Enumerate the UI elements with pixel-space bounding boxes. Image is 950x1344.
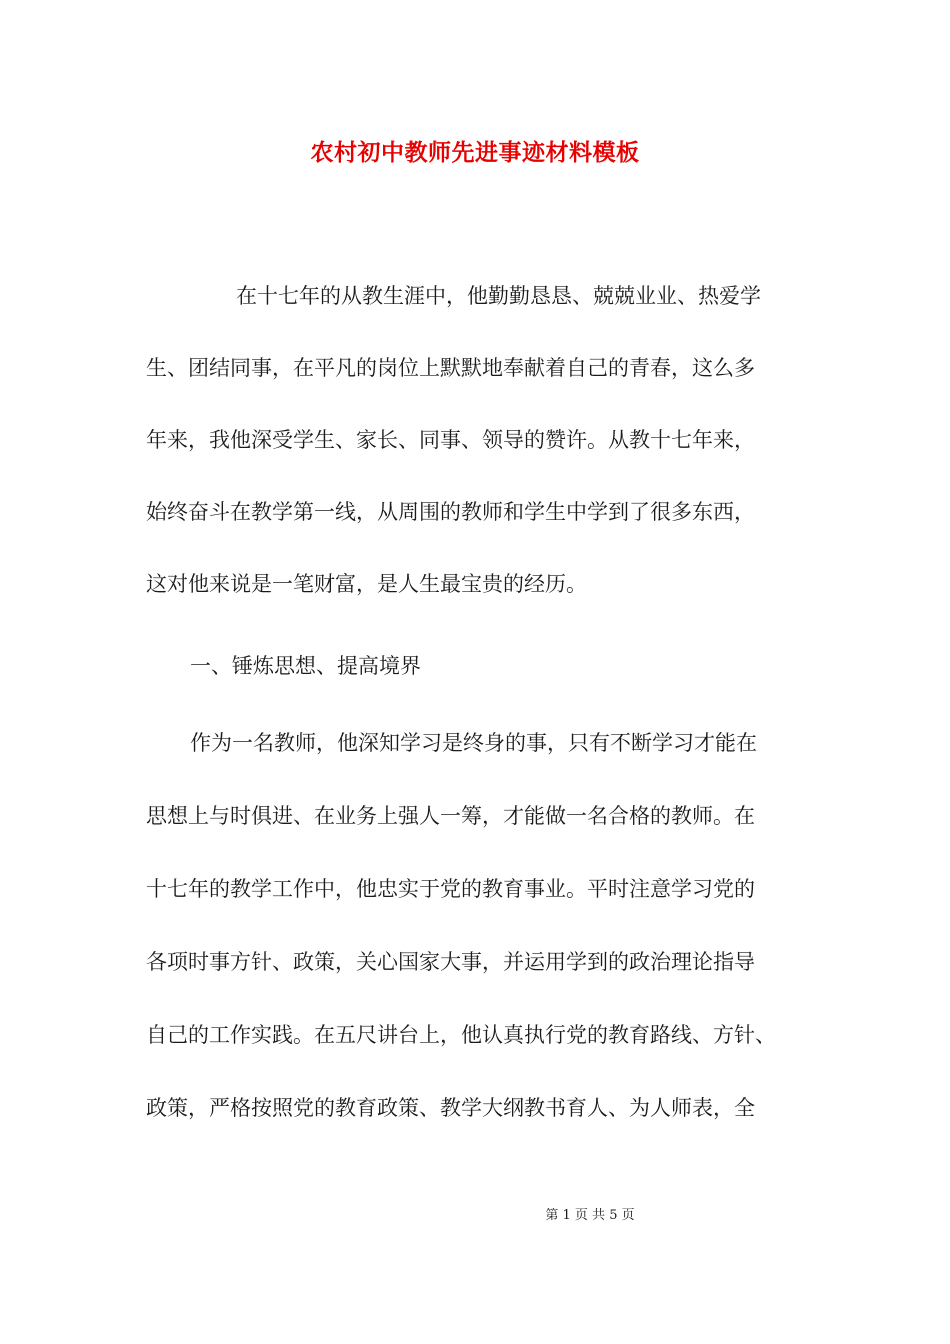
paragraph-line: 十七年的教学工作中，他忠实于党的教育事业。平时注意学习党的: [146, 877, 755, 901]
paragraph-line: 各项时事方针、政策，关心国家大事，并运用学到的政治理论指导: [146, 950, 755, 974]
paragraph-line: 生、团结同事，在平凡的岗位上默默地奉献着自己的青春，这么多: [146, 356, 755, 380]
paragraph-line: 年来，我他深受学生、家长、同事、领导的赞许。从教十七年来，: [146, 428, 755, 452]
paragraph-line: 自己的工作实践。在五尺讲台上，他认真执行党的教育路线、方针、: [146, 1023, 776, 1047]
paragraph-line: 政策，严格按照党的教育政策、教学大纲教书育人、为人师表，全: [146, 1096, 755, 1120]
document-title: 农村初中教师先进事迹材料模板: [310, 139, 640, 166]
page-number-footer: 第 1 页 共 5 页: [545, 1208, 635, 1223]
paragraph-line: 作为一名教师，他深知学习是终身的事，只有不断学习才能在: [190, 731, 757, 755]
paragraph-line: 这对他来说是一笔财富，是人生最宝贵的经历。: [146, 572, 587, 596]
paragraph-line: 思想上与时俱进、在业务上强人一筹，才能做一名合格的教师。在: [146, 804, 755, 828]
paragraph-line: 在十七年的从教生涯中，他勤勤恳恳、兢兢业业、热爱学: [236, 284, 761, 308]
paragraph-line: 始终奋斗在教学第一线，从周围的教师和学生中学到了很多东西，: [146, 500, 755, 524]
section-heading: 一、锤炼思想、提高境界: [190, 654, 421, 678]
